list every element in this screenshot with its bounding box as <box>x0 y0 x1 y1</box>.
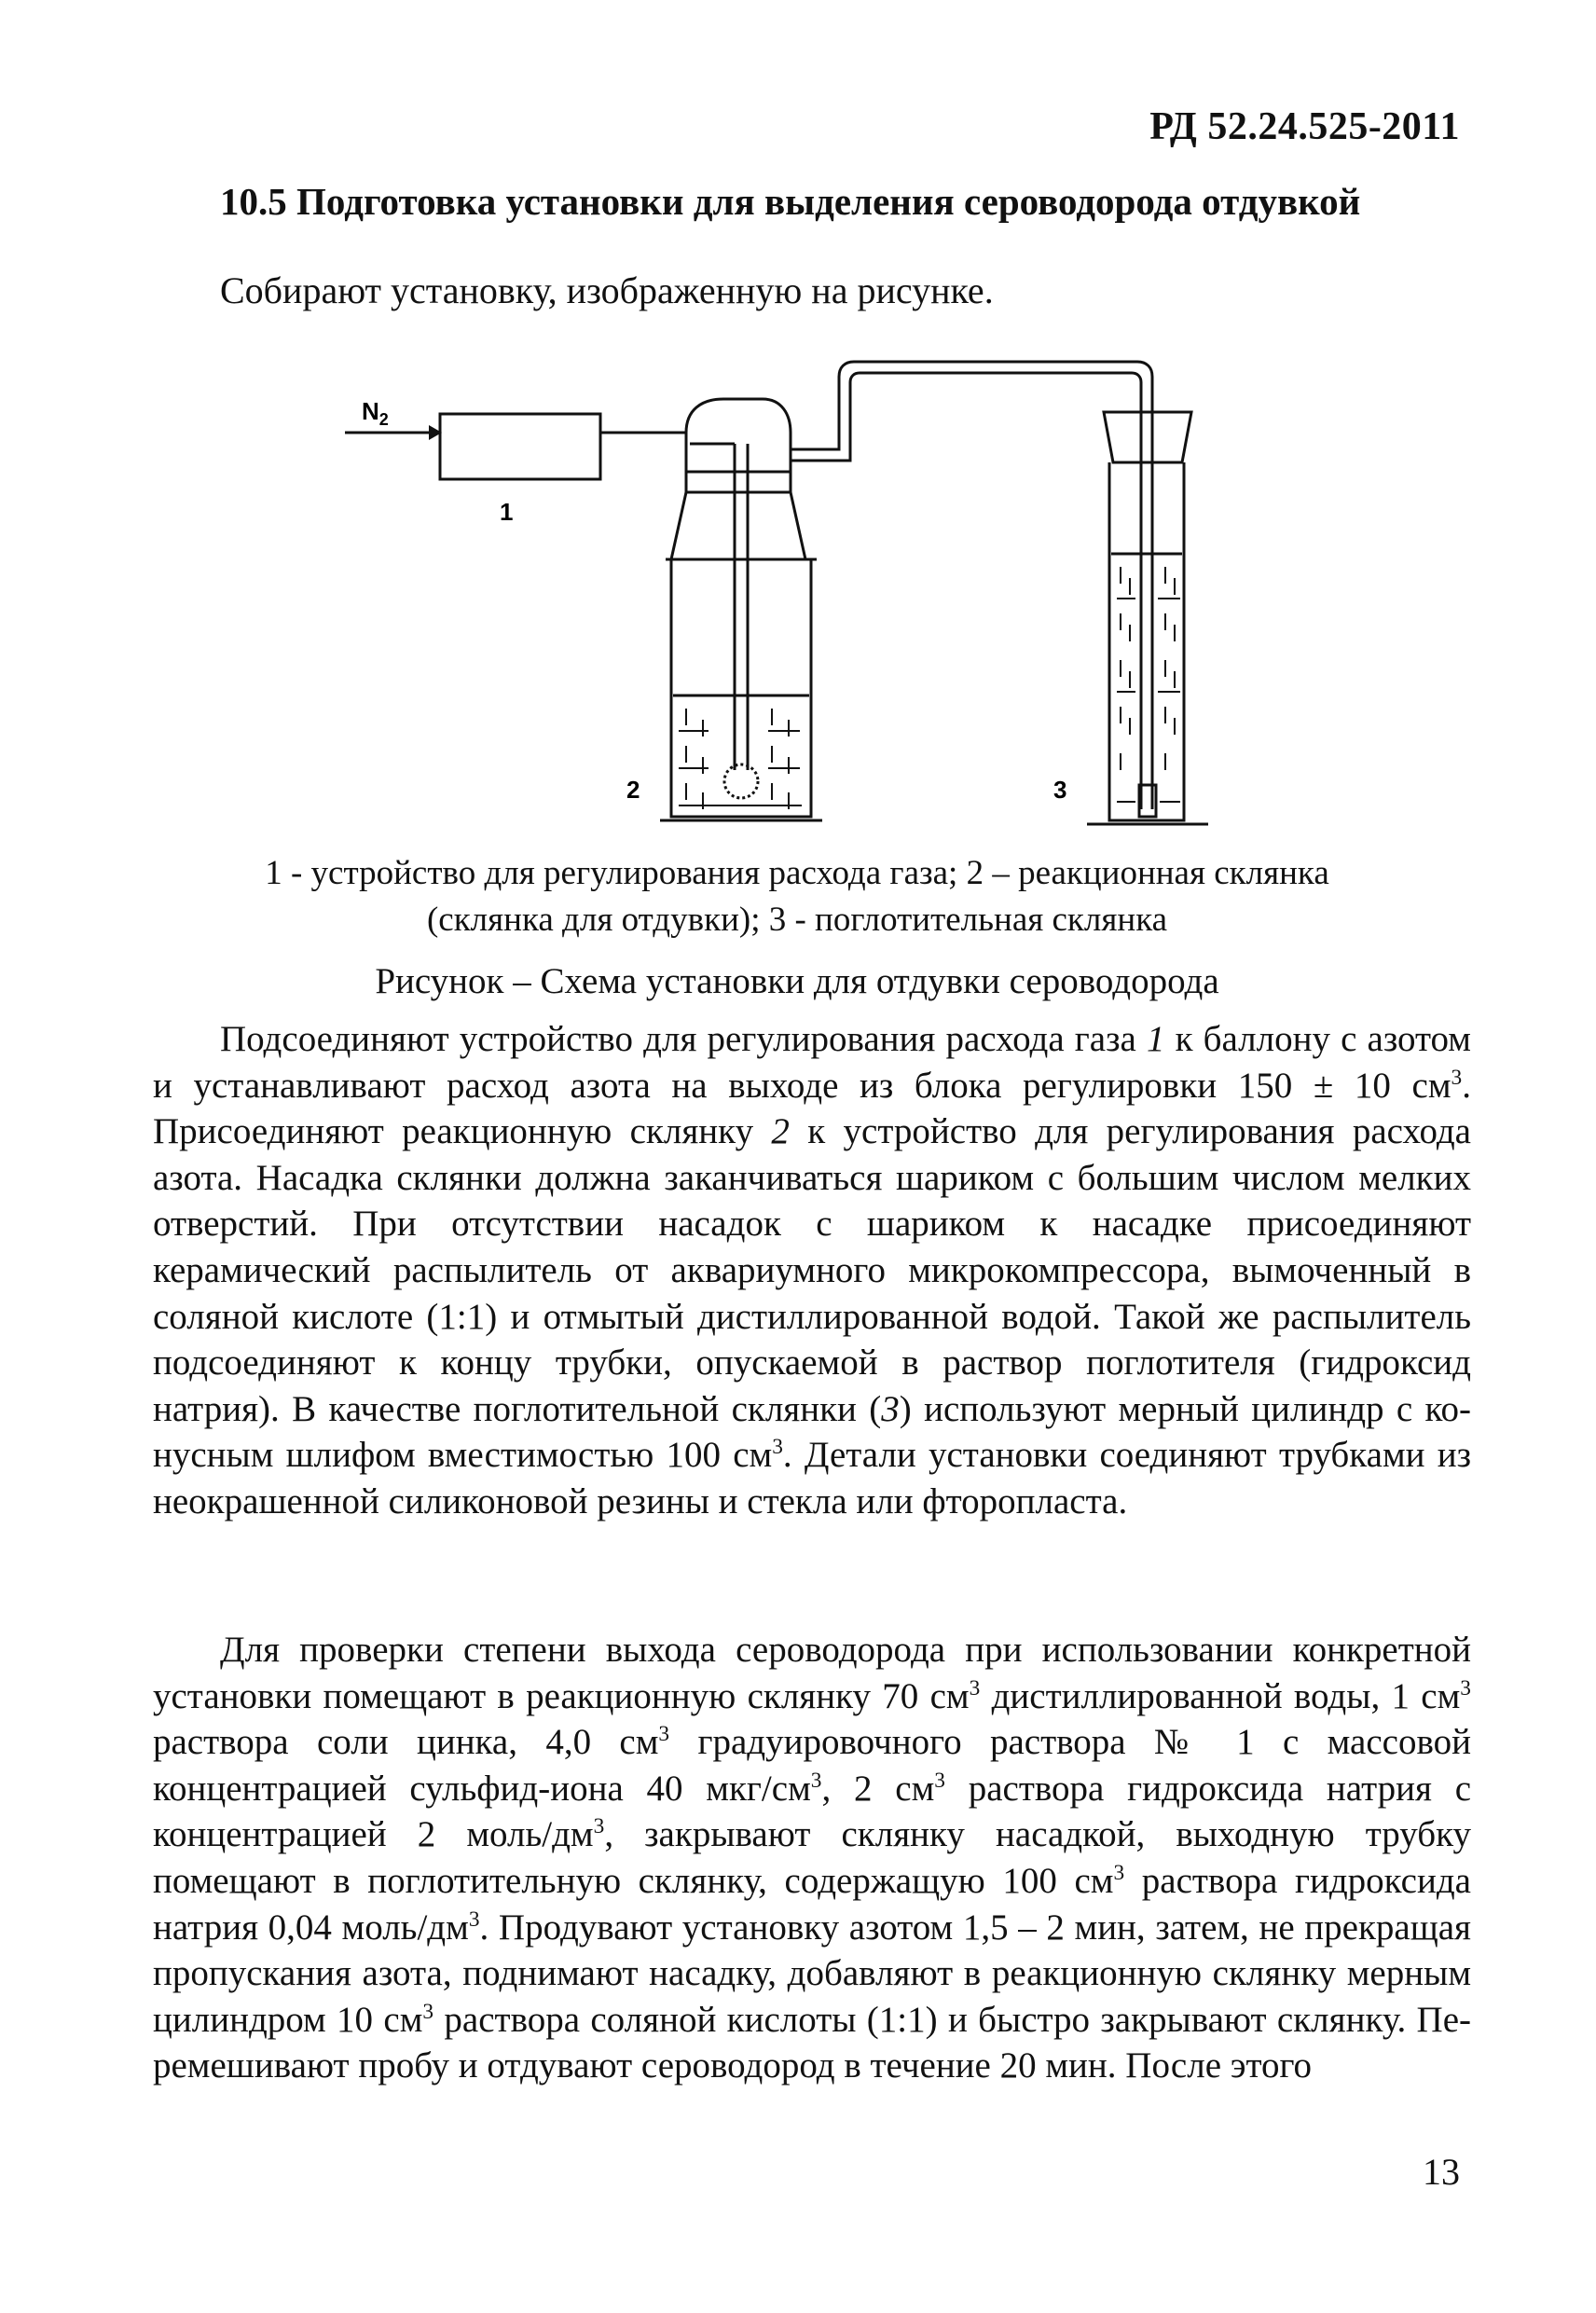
reaction-liquid-hatch <box>679 709 802 809</box>
transfer-tube <box>791 362 1152 809</box>
flow-regulator-box <box>440 414 600 479</box>
caption-line-1: 1 - устройство для регулирования расхода газа; 2 – реакционная склянка <box>265 854 1329 892</box>
reaction-flask-stopper <box>671 492 805 559</box>
caption-line-2: (склянка для отдувки); 3 - поглотительная склянка <box>426 901 1168 939</box>
paragraph-1: Подсоединяют устройство для регулирования расхода газа 1 к баллону с азотом и устанавливают расход азота на выходе из блока регулировки 150 ± 10 $см^3$. Присоединяют реакционную склянку 2 к устройство для регулирования расхода азота. Насадка склянки должна заканчиваться шариком с большим числом мелких отверстий. При отсутствии насадок с шариком к насадке присоединяют керамический распылитель от аквариумного микрокомпрессора, вымоченный в соляной кислоте (1:1) и отмытый дистиллированной водой. Такой же распылитель подсоединяют к концу трубки, опускаемой в раствор поглотителя (гидроксид натрия). В качестве поглотительной склянки (3) используют мерный цилиндр с конусным шлифом вместимостью 100 $см^3$. Детали установки соединяют трубками из неокрашенной силиконовой резины и стекла или фторопласта. <box>153 1019 1471 1521</box>
paragraph-2: Для проверки степени выхода сероводорода при использовании конкретной установки помещают в реакционную склянку 70 $см^3$ дистиллированной воды, 1 $см^3$ раствора соли цинка, 4,0 $см^3$ градуировочного раствора № 1 с массовой концентрацией сульфид-иона 40 мкг/$см^3$, 2 $см^3$ раствора гидроксида натрия с концентрацией 2 моль/$дм^3$, закрывают склянку насадкой, выходную трубку помещают в поглотительную склянку, содержащую 100 $см^3$ раствора гидроксида натрия 0,04 моль/$дм^3$. Продувают установку азотом 1,5 – 2 мин, затем, не прекращая пропускания азота, поднимают насадку, добавляют в реакционную склянку мерным цилиндром 10 $см^3$ раствора соляной кислоты (1:1) и быстро закрывают склянку. Перемешивают пробу и отдувают сероводород в течение 20 мин. После этого <box>153 1630 1472 2086</box>
label-regulator: 1 <box>500 498 514 526</box>
reaction-flask-body <box>671 559 811 817</box>
apparatus-figure <box>317 354 1231 839</box>
figure-title: Рисунок – Схема установки для отдувки сероводорода <box>375 961 1219 1001</box>
reaction-flask-cap <box>686 399 791 472</box>
sparger-ball <box>724 764 758 798</box>
figure-caption <box>186 850 1408 943</box>
document-id: РД 52.24.525-2011 <box>1149 105 1460 148</box>
label-absorber: 3 <box>1053 776 1067 804</box>
page-number: 13 <box>1423 2151 1460 2193</box>
gas-label: $N_2$ <box>362 397 389 429</box>
label-reaction-flask: 2 <box>626 776 640 804</box>
intro-text: Собирают установку, изображенную на рисунке. <box>220 269 994 311</box>
section-heading: 10.5 Подготовка установки для выделения сероводорода отдувкой <box>220 180 1361 223</box>
transfer-tube-inner <box>791 373 1141 809</box>
absorber-liquid-hatch <box>1117 567 1180 802</box>
absorber-stopper <box>1104 412 1191 462</box>
apparatus-diagram <box>317 354 1231 839</box>
